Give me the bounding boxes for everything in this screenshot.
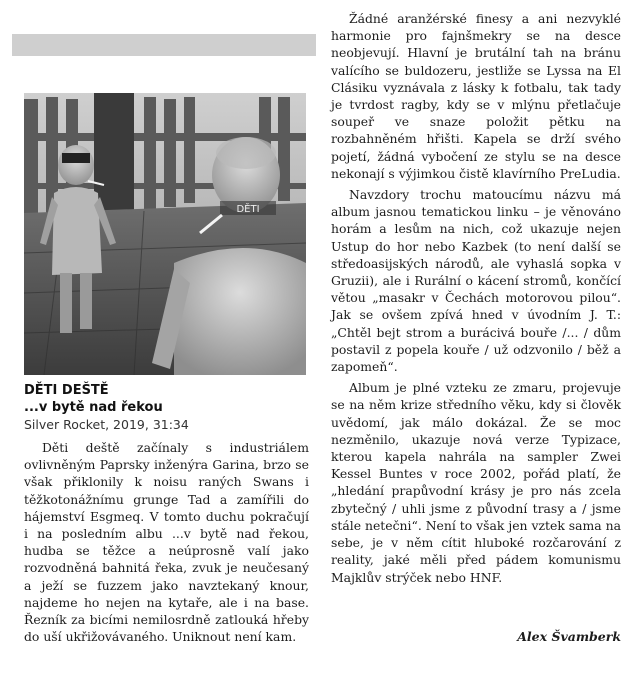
review-right-column [331, 10, 621, 586]
album-meta: Silver Rocket, 2019, 31:34 [24, 417, 189, 432]
review-paragraph: Děti deště začínaly s industriálem ovlivněným Paprsky inženýra Garina, brzo se však přiklonily k noisu raných Swans i těžkotonážnímu grunge Tad a zamířili do hájemství Esgmeq. V tomto duchu pokračují i na posledním albu ...v bytě nad řekou, hudba se těžce a neúprosně valí jako rozvodněná bahnitá řeka, zvuk je neučesaný a ježí se fuzzem jako navztekaný knour, najdeme ho nejen na kytaře, ale i na base. Řezník za bicími nemilosrdně zatlouká hřeby do uší ukřižovávaného. Uniknout není kam. [24, 440, 309, 645]
shirt-text: DĚTI [236, 204, 260, 215]
author-signature: Alex Švamberk [517, 629, 621, 644]
children-smoking-photo [24, 93, 306, 375]
review-paragraph: Žádné aranžérské finesy a ani nezvyklé harmonie pro fajnšmekry se na desce neobjevují. Hlavní je brutální tah na bránu valícího se buldozeru, jestliže se Lyssa na El Clásiku vyznávala z lásky k fotbalu, tak tady je tvrdost ragby, kdy se v mlýnu přetlačuje soupeř ve snaze položit pětku na rozbahněném hřišti. Kapela se drží svého pojetí, žádná vybočení ze stylu se na desce nekonají s výjimkou čistě klavírního PreLudia. [331, 11, 621, 181]
review-left-column [24, 439, 309, 645]
section-header-bar [12, 34, 316, 56]
album-title: DĚTI DEŠTĚ [24, 383, 109, 398]
album-subtitle: ...v bytě nad řekou [24, 400, 163, 415]
review-paragraph: Album je plné vzteku ze zmaru, projevuje se na něm krize středního věku, kdy si člověk uvědomí, jak málo dokázal. Že se moc nezměnilo, ukazuje nová verze Typizace, kterou kapela nahrála na sampler Zwei Kessel Buntes v roce 2002, pořád platí, že „hledání prapůvodní krásy je pro nás zcela zbytečný / uhli jsme z původní trasy a / jsme stále netečni“. Není to však jen vztek sama na sebe, je v něm cítit hluboké rozčarování z reality, jaké měli před pádem komunismu Majklův strýček nebo HNF. [331, 380, 621, 585]
album-cover-photo [24, 93, 306, 375]
review-paragraph: Navzdory trochu matoucímu názvu má album jasnou tematickou linku – je věnováno horám a lesům na nich, což ukazuje nejen Ustup do hor nebo Kazbek (to není další se středoasijských národů, ale vyhaslá sopka v Gruzii), ale i Rurální o kácení stromů, končící větou „masakr v Čechách motorovou pilou“. Jak se ovšem zpívá hned v úvodním J. T.: „Chtěl bejt strom a burácivá bouře /... / dům postavil z popela kouře / už odzvonilo / běž a zapomeň“. [331, 187, 621, 375]
